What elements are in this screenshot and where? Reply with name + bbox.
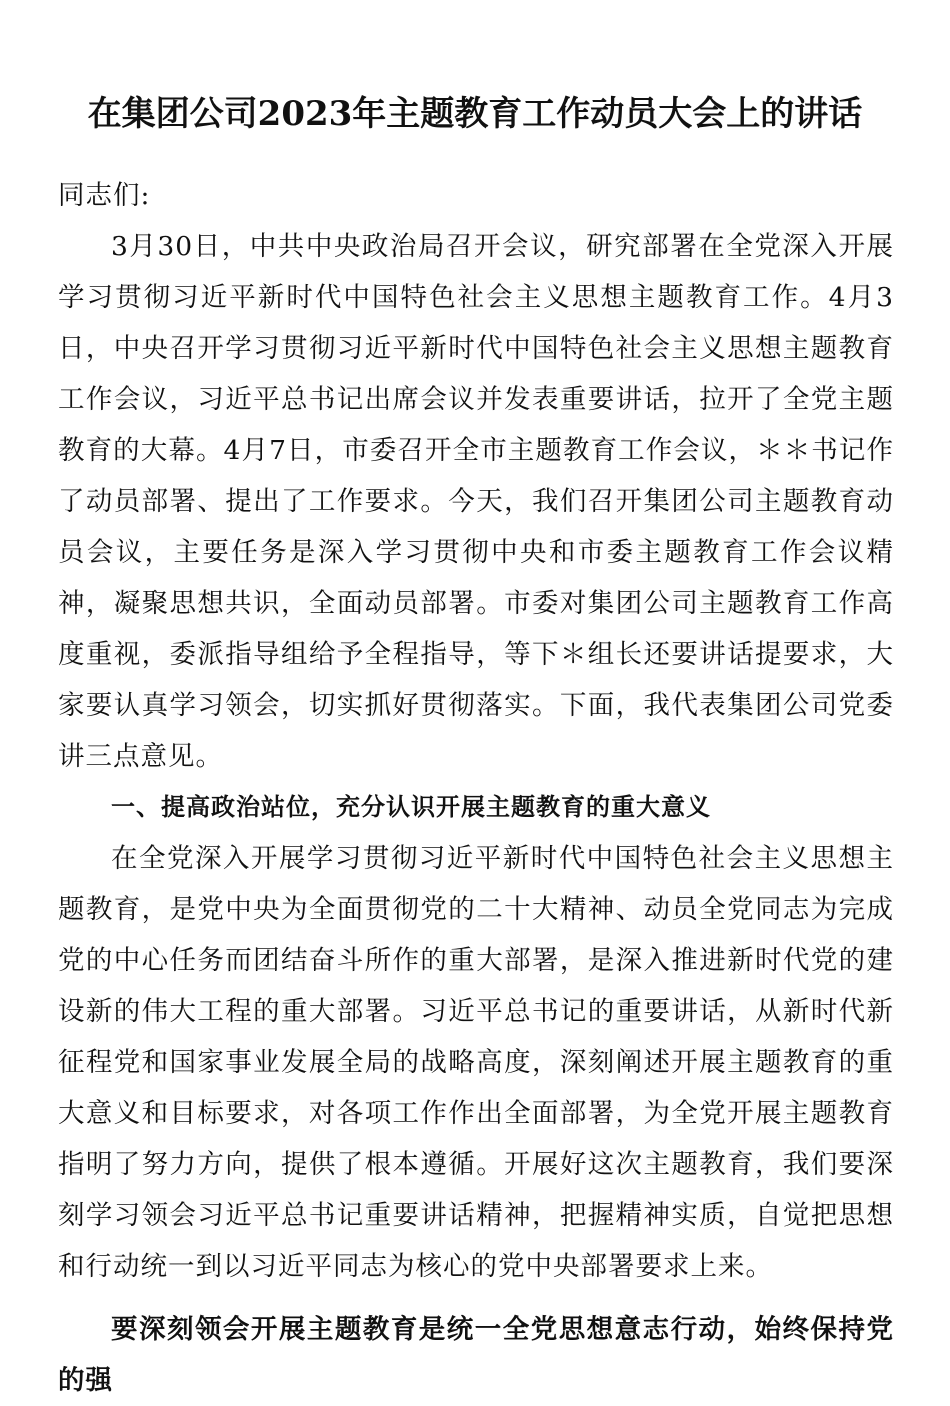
paragraph-bold-lead: 要深刻领会开展主题教育是统一全党思想意志行动，始终保持党的强 (58, 1314, 894, 1396)
salutation: 同志们: (58, 180, 151, 211)
paragraph-intro: 3月30日，中共中央政治局召开会议，研究部署在全党深入开展学习贯彻习近平新时代中国特色社会主义思想主题教育工作。4月3日，中央召开学习贯彻习近平新时代中国特色社会主义思想主题教育工作会议，习近平总书记出席会议并发表重要讲话，拉开了全党主题教育的大幕。4月7日，市委召开全市主题教育工作会议，＊＊书记作了动员部署、提出了工作要求。今天，我们召开集团公司主题教育动员会议，主要任务是深入学习贯彻中央和市委主题教育工作会议精神，凝聚思想共识，全面动员部署。市委对集团公司主题教育工作高度重视，委派指导组给予全程指导，等下＊组长还要讲话提要求，大家要认真学习领会，切实抓好贯彻落实。下面，我代表集团公司党委讲三点意见。 (58, 231, 894, 772)
paragraph-section-1: 在全党深入开展学习贯彻习近平新时代中国特色社会主义思想主题教育，是党中央为全面贯彻党的二十大精神、动员全党同志为完成党的中心任务而团结奋斗所作的重大部署，是深入推进新时代党的建设新的伟大工程的重大部署。习近平总书记的重要讲话，从新时代新征程党和国家事业发展全局的战略高度，深刻阐述开展主题教育的重大意义和目标要求，对各项工作作出全面部署，为全党开展主题教育指明了努力方向，提供了根本遵循。开展好这次主题教育，我们要深刻学习领会习近平总书记重要讲话精神，把握精神实质，自觉把思想和行动统一到以习近平同志为核心的党中央部署要求上来。 (58, 843, 894, 1282)
section-heading-1: 一、提高政治站位，充分认识开展主题教育的重大意义 (111, 793, 711, 821)
document-body (58, 170, 894, 1406)
document-title: 在集团公司2023年主题教育工作动员大会上的讲话 (87, 94, 863, 134)
